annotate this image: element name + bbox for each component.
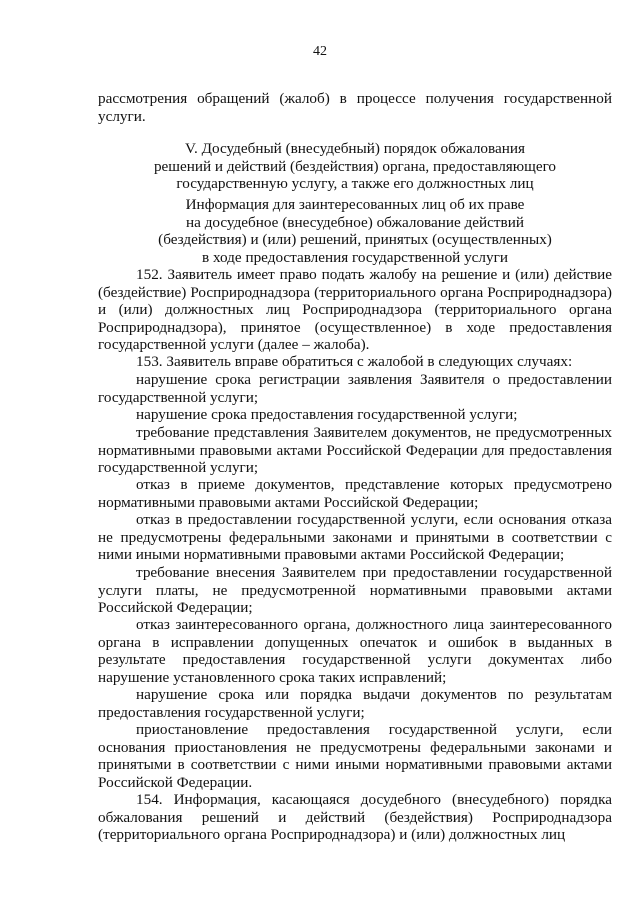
sub-heading-line: в ходе предоставления государственной услуги: [202, 248, 508, 266]
section-heading-line: решений и действий (бездействия) органа, предоставляющего: [153, 157, 557, 175]
paragraph-152: 152. Заявитель имеет право подать жалобу на решение и (или) действие (бездействие) Росприроднадзора (территориального органа Росприроднадзора) и (или) должностных лиц Росприроднадзора (территориального органа Росприроднадзора), принятое (осуществленное) в ходе предоставления государственной услуги (далее – жалоба).: [98, 266, 612, 354]
list-item: нарушение срока предоставления государственной услуги;: [136, 406, 518, 423]
list-item: отказ заинтересованного органа, должностного лица заинтересованного органа в исправлении допущенных опечаток и ошибок в выданных в результате предоставления государственной услуги документах либо нарушение установленного срока таких исправлений;: [98, 616, 612, 686]
list-item: требование внесения Заявителем при предоставлении государственной услуги платы, не предусмотренной нормативными правовыми актами Российской Федерации;: [98, 564, 612, 617]
paragraph-153: 153. Заявитель вправе обратиться с жалобой в следующих случаях:: [136, 353, 573, 370]
page-number: 42: [313, 44, 327, 59]
list-item: нарушение срока или порядка выдачи документов по результатам предоставления государственной услуги;: [98, 686, 612, 721]
sub-heading-line: на досудебное (внесудебное) обжалование действий: [186, 213, 524, 231]
list-item: приостановление предоставления государственной услуги, если основания приостановления не предусмотрены федеральными законами и принятыми в соответствии с ними иными нормативными правовыми актами Российской Федерации.: [98, 721, 612, 791]
section-heading-line: V. Досудебный (внесудебный) порядок обжалования: [185, 140, 525, 157]
list-item: отказ в приеме документов, представление которых предусмотрено нормативными правовыми актами Российской Федерации;: [98, 476, 612, 511]
list-item: требование представления Заявителем документов, не предусмотренных нормативными правовыми актами Российской Федерации для предоставления государственной услуги;: [98, 424, 612, 477]
section-heading-line: государственную услугу, а также его должностных лиц: [176, 175, 534, 193]
sub-heading-line: (бездействия) и (или) решений, принятых (осуществленных): [158, 231, 552, 249]
sub-heading: [98, 196, 612, 266]
list-item: отказ в предоставлении государственной услуги, если основания отказа не предусмотрены федеральными законами и принятыми в соответствии с ними иными нормативными правовыми актами Российской Федерации;: [98, 511, 612, 564]
section-heading: [98, 140, 612, 193]
sub-heading-line: Информация для заинтересованных лиц об их праве: [185, 196, 525, 213]
paragraph-154: 154. Информация, касающаяся досудебного (внесудебного) порядка обжалования решений и действий (бездействия) Росприроднадзора (территориального органа Росприроднадзора) и (или) должностных лиц: [98, 791, 612, 844]
intro-paragraph: рассмотрения обращений (жалоб) в процессе получения государственной услуги.: [98, 90, 612, 125]
list-item: нарушение срока регистрации заявления Заявителя о предоставлении государственной услуги;: [98, 371, 612, 406]
